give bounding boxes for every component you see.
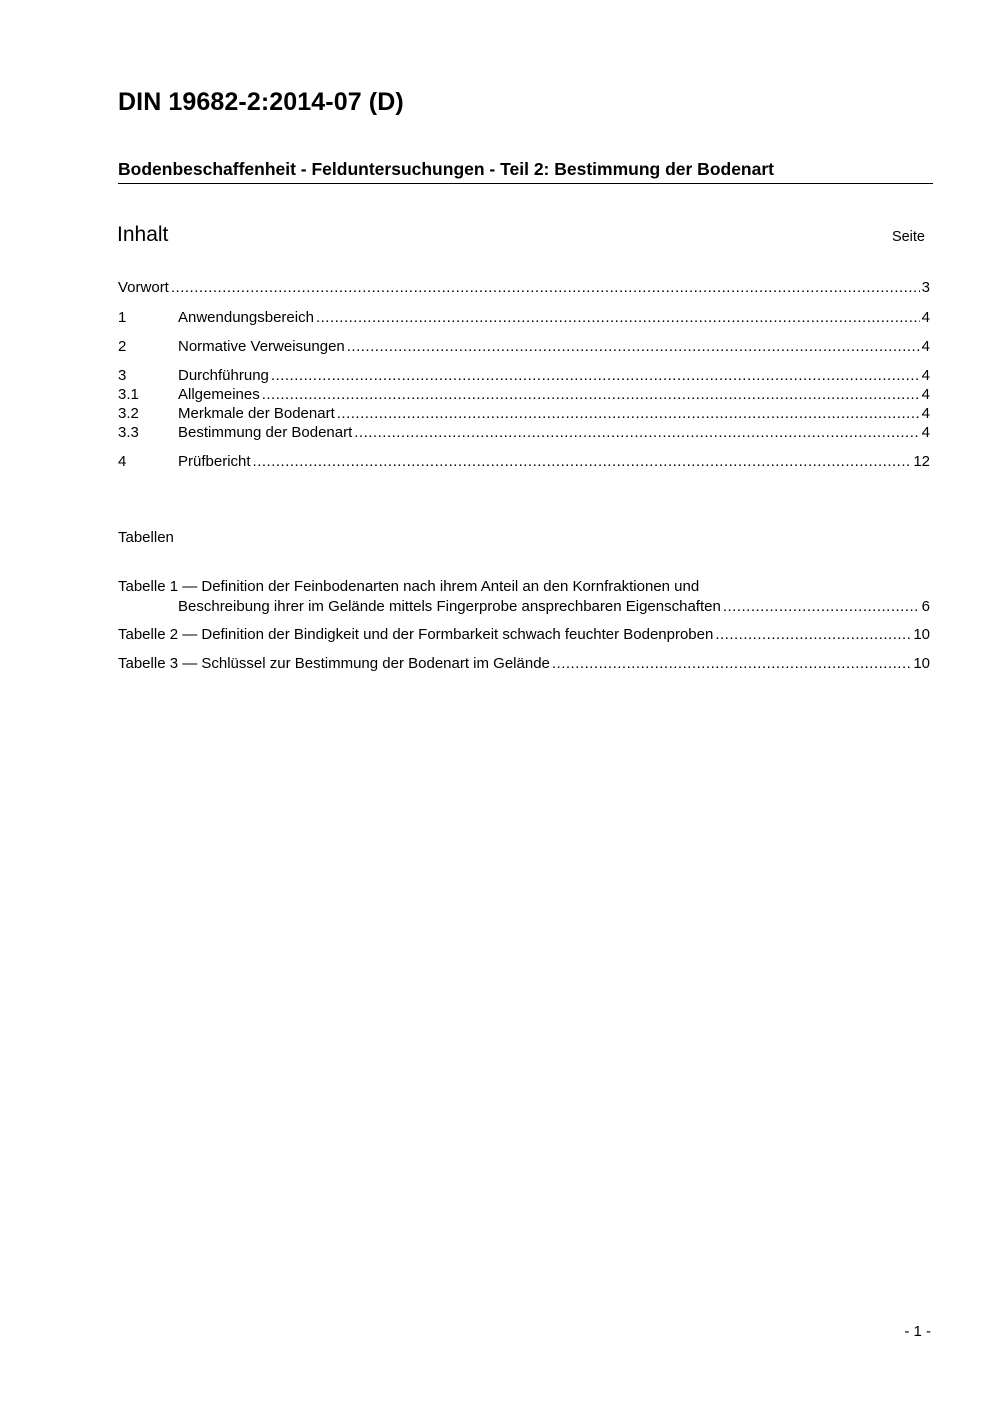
- toc-entry-label: Durchführung: [178, 367, 269, 384]
- toc-entry-number: 3.3: [118, 424, 139, 441]
- table-entry-title: Tabelle 3 — Schlüssel zur Bestimmung der Bodenart im Gelände: [118, 655, 550, 672]
- toc-leader-dots: [171, 278, 920, 298]
- toc-leader-dots: [347, 337, 920, 357]
- toc-leader-dots: [316, 308, 920, 328]
- toc-entry-number: 4: [118, 453, 127, 470]
- table-entry-2[interactable]: [118, 625, 930, 645]
- toc-leader-dots: [337, 404, 920, 424]
- toc-leader-dots: [723, 597, 920, 617]
- toc-entry-page: 4: [921, 424, 930, 441]
- page-column-label: Seite: [891, 229, 925, 245]
- toc-entry-2[interactable]: [118, 337, 930, 357]
- contents-heading: Inhalt: [117, 223, 169, 246]
- toc-entry-label: Merkmale der Bodenart: [178, 405, 335, 422]
- document-title: DIN 19682-2:2014-07 (D): [118, 88, 404, 116]
- toc-entry-page: 4: [921, 338, 930, 355]
- toc-entry-label: Normative Verweisungen: [178, 338, 345, 355]
- table-entry-page: 6: [921, 598, 930, 615]
- table-entry-title: Tabelle 2 — Definition der Bindigkeit und der Formbarkeit schwach feuchter Bodenproben: [118, 626, 714, 643]
- table-entry-title: Tabelle 1 — Definition der Feinbodenarten nach ihrem Anteil an den Kornfraktionen und: [118, 578, 700, 595]
- toc-entry-3-2[interactable]: [118, 404, 930, 424]
- toc-entry-page: 4: [921, 405, 930, 422]
- toc-entry-label: Prüfbericht: [178, 453, 251, 470]
- toc-leader-dots: [354, 423, 919, 443]
- toc-entry-label: Vorwort: [118, 279, 169, 296]
- toc-entry-4[interactable]: [118, 452, 930, 472]
- toc-leader-dots: [262, 385, 920, 405]
- toc-leader-dots: [552, 654, 911, 674]
- toc-entry-label: Bestimmung der Bodenart: [178, 424, 353, 441]
- page-number: - 1 -: [904, 1323, 931, 1340]
- toc-entry-page: 4: [921, 367, 930, 384]
- table-entry-title-continued: Beschreibung ihrer im Gelände mittels Fingerprobe ansprechbaren Eigenschaften: [178, 598, 721, 615]
- table-entry-page: 10: [913, 655, 930, 672]
- toc-entry-number: 1: [118, 309, 127, 326]
- toc-entry-vorwort[interactable]: [118, 278, 930, 298]
- toc-entry-label: Anwendungsbereich: [178, 309, 314, 326]
- toc-entry-number: 3.1: [118, 386, 139, 403]
- table-entry-page: 10: [913, 626, 930, 643]
- table-entry-1[interactable]: [118, 577, 930, 617]
- toc-entry-3-1[interactable]: [118, 385, 930, 405]
- toc-entry-3-3[interactable]: [118, 423, 930, 443]
- toc-entry-number: 3.2: [118, 405, 139, 422]
- toc-entry-label: Allgemeines: [178, 386, 260, 403]
- toc-entry-page: 3: [921, 279, 930, 296]
- toc-leader-dots: [253, 452, 912, 472]
- toc-entry-number: 3: [118, 367, 127, 384]
- toc-entry-page: 4: [921, 386, 930, 403]
- tables-heading: Tabellen: [118, 529, 174, 546]
- toc-entry-page: 4: [921, 309, 930, 326]
- toc-entry-1[interactable]: [118, 308, 930, 328]
- toc-entry-3[interactable]: [118, 366, 930, 386]
- table-entry-3[interactable]: [118, 654, 930, 674]
- toc-entry-page: 12: [913, 453, 930, 470]
- toc-leader-dots: [271, 366, 920, 386]
- document-subtitle: Bodenbeschaffenheit - Felduntersuchungen - Teil 2: Bestimmung der Bodenart: [118, 159, 933, 184]
- toc-entry-number: 2: [118, 338, 127, 355]
- toc-leader-dots: [715, 625, 911, 645]
